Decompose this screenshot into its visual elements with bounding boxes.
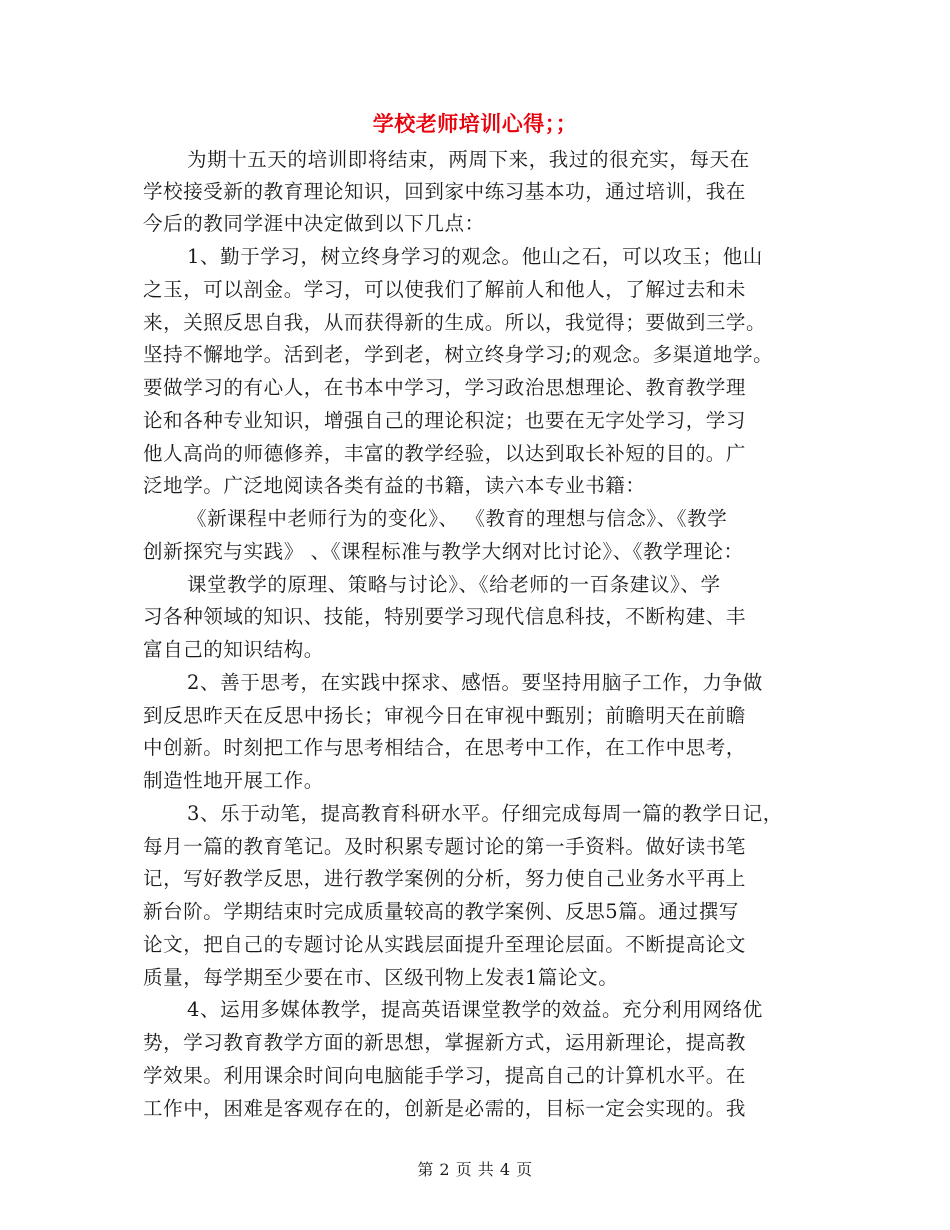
body-line: 课堂教学的原理、策略与讨论》、《给老师的一百条建议》、学: [187, 573, 721, 596]
document-title: 学校老师培训心得；；: [372, 111, 578, 136]
body-line: 坚持不懈地学。活到老，学到老，树立终身学习;的观念。多渠道地学。: [143, 343, 774, 366]
body-line: 制造性地开展工作。: [143, 769, 324, 792]
body-line: 论文，把自己的专题讨论从实践层面提升至理论层面。不断提高论文: [143, 933, 747, 956]
body-line: 3、乐于动笔，提高教育科研水平。仔细完成每周一篇的教学日记，: [187, 802, 783, 825]
body-line: 富自己的知识结构。: [143, 638, 324, 661]
body-line: 学效果。利用课余时间向电脑能手学习，提高自己的计算机水平。在: [143, 1064, 747, 1087]
body-line: 他人高尚的师德修养，丰富的教学经验，以达到取长补短的目的。广: [143, 442, 747, 465]
body-line: 质量，每学期至少要在市、区级刊物上发表1篇论文。: [143, 966, 619, 989]
body-line: 工作中，困难是客观存在的，创新是必需的，目标一定会实现的。我: [143, 1097, 747, 1120]
body-line: 4、运用多媒体教学，提高英语课堂教学的效益。充分利用网络优: [187, 998, 763, 1021]
body-line: 为期十五天的培训即将结束，两周下来，我过的很充实，每天在: [187, 148, 750, 171]
body-line: 要做学习的有心人，在书本中学习，学习政治思想理论、教育教学理: [143, 376, 747, 399]
body-line: 创新探究与实践》 、《课程标准与教学大纲对比讨论》、《教学理论：: [143, 540, 744, 563]
body-line: 2、善于思考，在实践中探求、感悟。要坚持用脑子工作，力争做: [187, 671, 763, 694]
body-line: 到反思昨天在反思中扬长；审视今日在审视中甄别；前瞻明天在前瞻: [143, 704, 747, 727]
body-line: 每月一篇的教育笔记。及时积累专题讨论的第一手资料。做好读书笔: [143, 835, 747, 858]
body-line: 中创新。时刻把工作与思考相结合，在思考中工作，在工作中思考，: [143, 736, 747, 759]
body-line: 记，写好教学反思，进行教学案例的分析，努力使自己业务水平再上: [143, 867, 747, 890]
body-line: 来，关照反思自我，从而获得新的生成。所以，我觉得；要做到三学。: [143, 311, 767, 334]
body-line: 之玉，可以剖金。学习，可以使我们了解前人和他人，了解过去和未: [143, 278, 747, 301]
body-line: 习各种领域的知识、技能，特别要学习现代信息科技，不断构建、丰: [143, 605, 747, 628]
body-line: 1、勤于学习，树立终身学习的观念。他山之石，可以攻玉；他山: [187, 245, 763, 268]
body-line: 今后的教同学涯中决定做到以下几点：: [143, 212, 485, 235]
body-line: 学校接受新的教育理论知识，回到家中练习基本功，通过培训，我在: [143, 180, 747, 203]
page-footer: 第 2 页 共 4 页: [417, 1160, 533, 1179]
body-line: 论和各种专业知识，增强自己的理论积淀；也要在无字处学习，学习: [143, 409, 747, 432]
body-line: 势，学习教育教学方面的新思想，掌握新方式，运用新理论，提高教: [143, 1031, 747, 1054]
body-line: 新台阶。学期结束时完成质量较高的教学案例、反思5篇。通过撰写: [143, 900, 739, 923]
body-line: 《新课程中老师行为的变化》、 《教育的理想与信念》、《教学: [187, 507, 728, 530]
body-line: 泛地学。广泛地阅读各类有益的书籍，读六本专业书籍：: [143, 474, 646, 497]
